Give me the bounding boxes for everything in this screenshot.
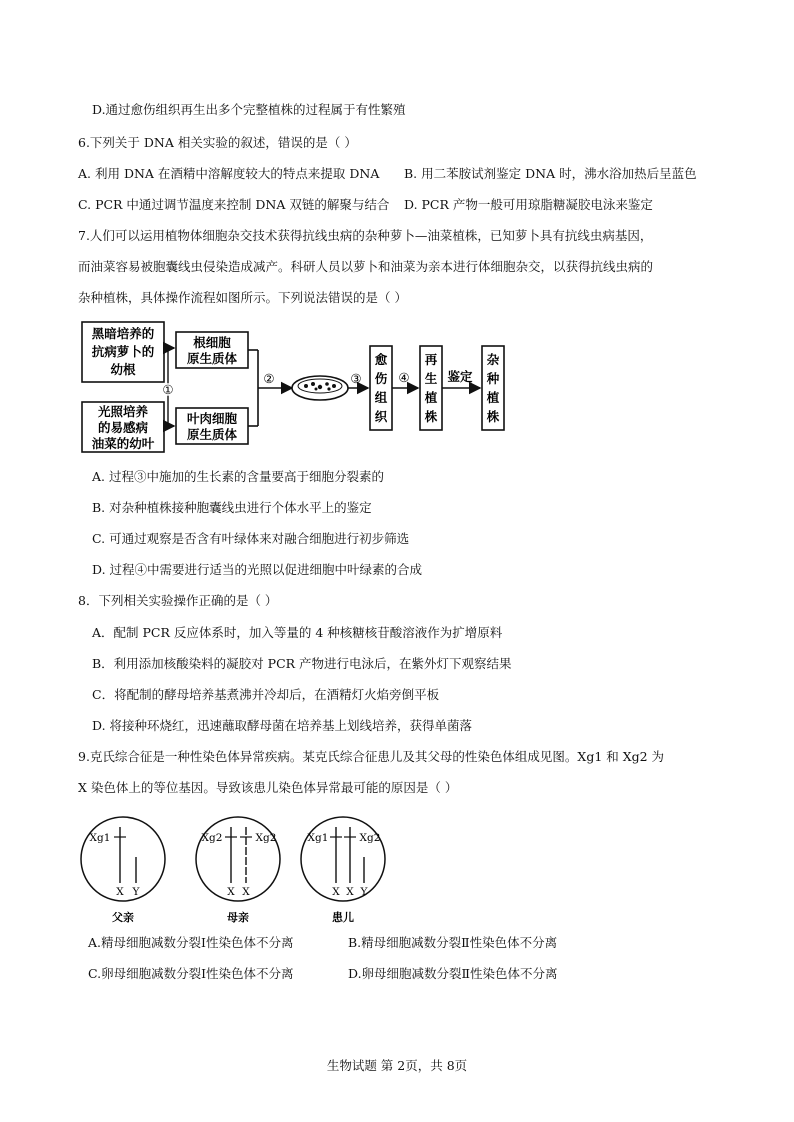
q7-stem-line3: 杂种植株，具体操作流程如图所示。下列说法错误的是（ ） xyxy=(78,290,407,305)
child-chrom-x2: X xyxy=(346,886,354,898)
hybrid-char-3: 植 xyxy=(486,390,500,405)
q7-flow-diagram xyxy=(80,318,540,454)
root-protoplast-line2: 原生质体 xyxy=(186,351,238,366)
child-chrom-x1: X xyxy=(332,886,340,898)
radish-root-line2: 抗病萝卜的 xyxy=(91,344,155,359)
q8-stem: 8．下列相关实验操作正确的是（ ） xyxy=(78,593,278,608)
mother-chrom-x2: X xyxy=(242,886,250,898)
q6-option-d: D. PCR 产物一般可用琼脂糖凝胶电泳来鉴定 xyxy=(404,197,653,212)
hybrid-char-4: 株 xyxy=(486,409,500,424)
step-3-label: ③ xyxy=(350,371,362,386)
regen-char-3: 植 xyxy=(424,390,438,405)
q5-option-d: D.通过愈伤组织再生出多个完整植株的过程属于有性繁殖 xyxy=(92,102,406,117)
regen-char-4: 株 xyxy=(424,409,438,424)
child-caption: 患儿 xyxy=(332,911,354,924)
hybrid-char-2: 种 xyxy=(486,371,500,386)
father-cell xyxy=(81,817,165,901)
q7-option-a: A. 过程③中施加的生长素的含量要高于细胞分裂素的 xyxy=(92,469,384,484)
root-protoplast-line1: 根细胞 xyxy=(193,335,231,350)
step-2-label: ② xyxy=(263,371,275,386)
q6-option-c: C. PCR 中通过调节温度来控制 DNA 双链的解聚与结合 xyxy=(78,197,390,212)
child-cell xyxy=(301,817,385,901)
child-chrom-y: Y xyxy=(360,886,368,898)
rapeseed-leaf-line1: 光照培养 xyxy=(97,404,149,419)
callus-char-4: 织 xyxy=(374,409,388,424)
q6-option-b: B. 用二苯胺试剂鉴定 DNA 时，沸水浴加热后呈蓝色 xyxy=(404,166,697,181)
q7-option-d: D. 过程④中需要进行适当的光照以促进细胞中叶绿素的合成 xyxy=(92,562,423,577)
father-gene-label: Xg1 xyxy=(89,832,111,844)
callus-char-2: 伤 xyxy=(374,371,388,386)
rapeseed-leaf-line2: 的易感病 xyxy=(97,420,149,435)
identify-label: 鉴定 xyxy=(447,369,473,384)
father-caption: 父亲 xyxy=(112,911,134,924)
q8-option-d: D. 将接种环烧红，迅速蘸取酵母菌在培养基上划线培养，获得单菌落 xyxy=(92,718,473,733)
q9-option-b: B.精母细胞减数分裂Ⅱ性染色体不分离 xyxy=(348,935,558,950)
q9-stem-line1: 9.克氏综合征是一种性染色体异常疾病。某克氏综合征患儿及其父母的性染色体组成见图。Xg1 和 Xg2 为 xyxy=(78,749,665,764)
child-gene-label-1: Xg1 xyxy=(307,832,329,844)
petri-dish-icon xyxy=(292,376,348,400)
rapeseed-leaf-line3: 油菜的幼叶 xyxy=(91,436,155,451)
mother-chrom-x1: X xyxy=(227,886,235,898)
radish-root-line3: 幼根 xyxy=(110,362,136,377)
q8-option-b: B．利用添加核酸染料的凝胶对 PCR 产物进行电泳后，在紫外灯下观察结果 xyxy=(92,656,512,671)
step-1-label: ① xyxy=(162,382,174,397)
step-4-label: ④ xyxy=(398,370,410,385)
q7-stem-line2: 而油菜容易被胞囊线虫侵染造成减产。科研人员以萝卜和油菜为亲本进行体细胞杂交，以获得抗线虫病的 xyxy=(78,259,654,274)
q8-option-a: A．配制 PCR 反应体系时，加入等量的 4 种核糖核苷酸溶液作为扩增原料 xyxy=(92,625,503,640)
mother-gene-label-2: Xg2 xyxy=(255,832,277,844)
q9-option-d: D.卵母细胞减数分裂Ⅱ性染色体不分离 xyxy=(348,966,558,981)
father-chrom-y: Y xyxy=(132,886,140,898)
leaf-protoplast-line2: 原生质体 xyxy=(186,427,238,442)
mother-cell xyxy=(196,817,280,901)
q9-option-c: C.卵母细胞减数分裂Ⅰ性染色体不分离 xyxy=(88,966,294,981)
q7-option-b: B. 对杂种植株接种胞囊线虫进行个体水平上的鉴定 xyxy=(92,500,372,515)
q9-chromosome-diagram xyxy=(78,815,398,927)
mother-gene-label-1: Xg2 xyxy=(201,832,223,844)
radish-root-line1: 黑暗培养的 xyxy=(91,326,155,341)
q7-option-c: C. 可通过观察是否含有叶绿体来对融合细胞进行初步筛选 xyxy=(92,531,410,546)
q9-option-a: A.精母细胞减数分裂Ⅰ性染色体不分离 xyxy=(88,935,294,950)
mother-caption: 母亲 xyxy=(227,911,249,924)
leaf-protoplast-line1: 叶肉细胞 xyxy=(186,411,238,426)
hybrid-char-1: 杂 xyxy=(486,352,500,367)
father-chrom-x: X xyxy=(116,886,124,898)
q8-option-c: C．将配制的酵母培养基煮沸并冷却后，在酒精灯火焰旁倒平板 xyxy=(92,687,440,702)
callus-char-1: 愈 xyxy=(374,352,388,367)
q6-option-a: A. 利用 DNA 在酒精中溶解度较大的特点来提取 DNA xyxy=(78,166,380,181)
regen-char-1: 再 xyxy=(424,352,438,367)
q9-stem-line2: X 染色体上的等位基因。导致该患儿染色体异常最可能的原因是（ ） xyxy=(78,780,458,795)
regen-char-2: 生 xyxy=(424,371,438,386)
q6-stem: 6.下列关于 DNA 相关实验的叙述，错误的是（ ） xyxy=(78,135,357,150)
child-gene-label-2: Xg2 xyxy=(359,832,381,844)
callus-char-3: 组 xyxy=(374,390,388,405)
q7-stem-line1: 7.人们可以运用植物体细胞杂交技术获得抗线虫病的杂种萝卜—油菜植株，已知萝卜具有抗线虫病基因， xyxy=(78,228,653,243)
page-footer: 生物试题 第 2页，共 8页 xyxy=(326,1058,468,1073)
